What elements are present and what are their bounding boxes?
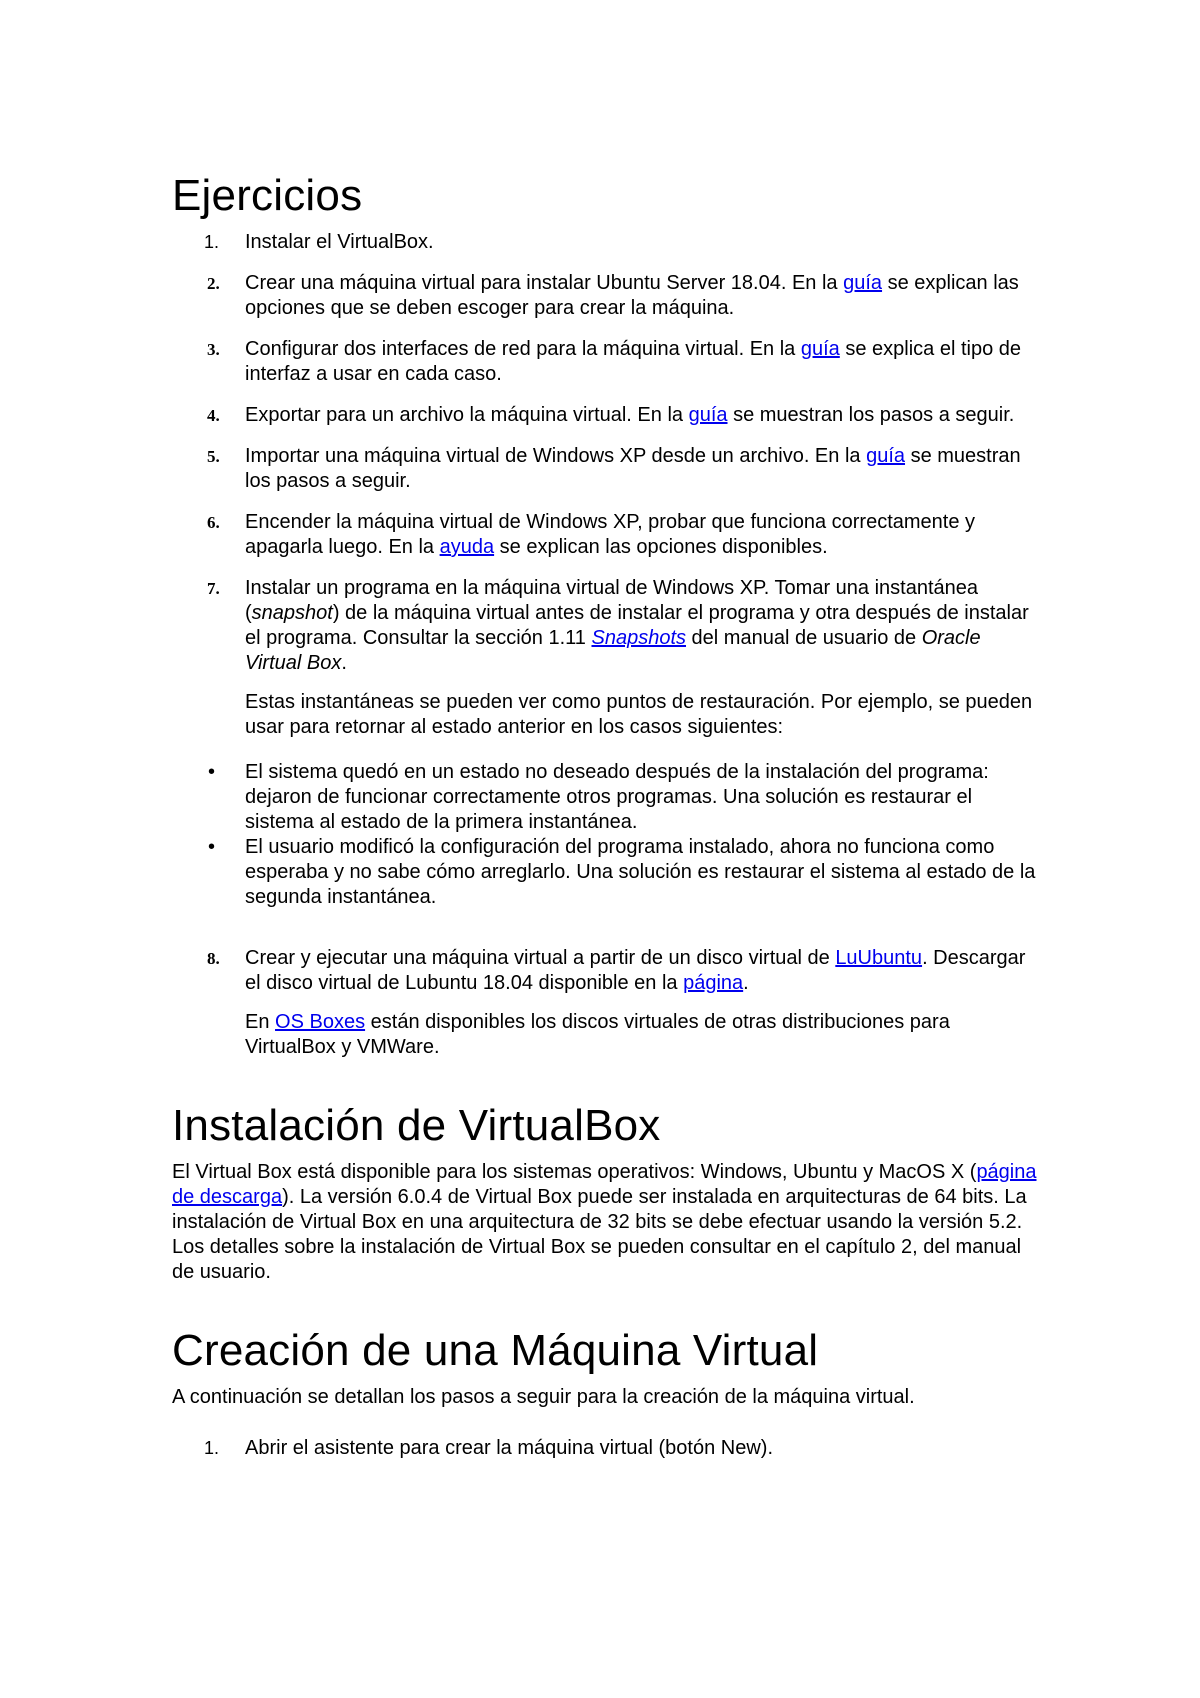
os-boxes-link[interactable]: OS Boxes xyxy=(275,1011,366,1033)
item-number: 1. xyxy=(204,232,220,252)
item-text: se explica el tipo de interfaz a usar en cada caso. xyxy=(245,338,1022,385)
item-text: Instalar el VirtualBox. xyxy=(245,231,434,253)
item-text: Abrir el asistente para crear la máquina virtual (botón New). xyxy=(245,1437,774,1459)
item-text: Crear y ejecutar una máquina virtual a partir de un disco virtual de xyxy=(245,947,836,969)
bullet-item xyxy=(172,760,1042,835)
item-number: 8. xyxy=(207,949,220,968)
item-emphasis: snapshot xyxy=(251,602,333,624)
creation-steps-list xyxy=(172,1436,1042,1461)
bullet-icon: • xyxy=(208,836,216,858)
item-text: están disponibles los discos virtuales de otras distribuciones para VirtualBox y VMWare. xyxy=(245,1011,950,1058)
item-text: se explican las opciones disponibles. xyxy=(494,536,828,558)
item-text: En xyxy=(245,1011,276,1033)
heading-ejercicios: Ejercicios xyxy=(172,171,363,220)
item-text: Configurar dos interfaces de red para la máquina virtual. En la xyxy=(245,338,801,360)
item-text: del manual de usuario de xyxy=(686,627,922,649)
heading-instalacion: Instalación de VirtualBox xyxy=(172,1101,661,1150)
instalacion-paragraph xyxy=(172,1160,1042,1285)
guia-link[interactable]: guía xyxy=(843,272,883,294)
item-text: Encender la máquina virtual de Windows XP, probar que funciona correctamente y apagarla luego. En la xyxy=(245,511,976,558)
item-text: . xyxy=(341,652,347,674)
guia-link[interactable]: guía xyxy=(866,445,906,467)
item-text: se muestran los pasos a seguir. xyxy=(727,404,1015,426)
ayuda-link[interactable]: ayuda xyxy=(439,536,495,558)
exercise-item xyxy=(172,271,1042,321)
item-number: 4. xyxy=(207,406,220,425)
heading-creacion: Creación de una Máquina Virtual xyxy=(172,1326,819,1375)
item-text: Importar una máquina virtual de Windows XP desde un archivo. En la xyxy=(245,445,867,467)
snapshots-link-label: Snapshots xyxy=(591,627,686,649)
exercise-item xyxy=(172,946,1042,1060)
exercise-item xyxy=(172,337,1042,387)
exercise-item xyxy=(172,510,1042,560)
item-number: 3. xyxy=(207,340,220,359)
snapshots-link[interactable] xyxy=(591,627,686,649)
bullet-item xyxy=(172,835,1042,910)
exercise-item xyxy=(172,444,1042,494)
guia-link[interactable]: guía xyxy=(688,404,728,426)
item-number: 1. xyxy=(204,1438,220,1458)
item-text: Instalar un programa en la máquina virtual de Windows XP. Tomar una instantánea ( xyxy=(245,577,979,624)
item-number: 6. xyxy=(207,513,220,532)
document-content xyxy=(172,170,1042,1477)
exercise-list-continued xyxy=(172,946,1042,1060)
exercise-item xyxy=(172,576,1042,740)
item-text: . Descargar el disco virtual de Lubuntu 18.04 disponible en la xyxy=(245,947,1026,994)
bullet-text: El usuario modificó la configuración del programa instalado, ahora no funciona como esperaba y no sabe cómo arreglarlo. Una solución es restaurar el sistema al estado de la segunda instantánea. xyxy=(245,836,1036,908)
pagina-link[interactable]: página xyxy=(683,972,744,994)
creacion-intro: A continuación se detallan los pasos a seguir para la creación de la máquina virtual. xyxy=(172,1386,915,1408)
item-text: se explican las opciones que se deben escoger para crear la máquina. xyxy=(245,272,1019,319)
item-text: Exportar para un archivo la máquina virtual. En la xyxy=(245,404,689,426)
item-text: ) de la máquina virtual antes de instalar el programa y otra después de instalar el programa. Consultar la sección 1.11 xyxy=(245,602,1029,649)
item-text: se muestran los pasos a seguir. xyxy=(245,445,1021,492)
item-paragraph: Estas instantáneas se pueden ver como puntos de restauración. Por ejemplo, se pueden usar para retornar al estado anterior en los casos siguientes: xyxy=(245,691,1033,738)
item-text: Crear una máquina virtual para instalar Ubuntu Server 18.04. En la xyxy=(245,272,844,294)
bullet-text: El sistema quedó en un estado no deseado después de la instalación del programa: dejaron de funcionar correctamente otros programas. Una solución es restaurar el sistema al estado de la primera instantánea. xyxy=(245,761,989,833)
exercise-list xyxy=(172,230,1042,740)
creation-step-item xyxy=(172,1436,1042,1461)
bullet-list xyxy=(172,760,1042,910)
item-emphasis: Oracle Virtual Box xyxy=(245,627,981,674)
item-number: 7. xyxy=(207,579,220,598)
bullet-icon: • xyxy=(208,761,216,783)
pagina-descarga-link[interactable]: página de descarga xyxy=(172,1161,1037,1208)
paragraph-text: ). La versión 6.0.4 de Virtual Box puede ser instalada en arquitecturas de 64 bits. La instalación de Virtual Box en una arquitectura de 32 bits se debe efectuar usando la versión 5.2. Los detalles sobre la instalación de Virtual Box se pueden consultar en el capítulo 2, del manual de usuario. xyxy=(172,1186,1027,1283)
item-number: 5. xyxy=(207,447,220,466)
guia-link[interactable]: guía xyxy=(800,338,840,360)
item-text: . xyxy=(743,972,749,994)
exercise-item xyxy=(172,230,1042,255)
luubuntu-link[interactable]: LuUbuntu xyxy=(835,947,923,969)
paragraph-text: El Virtual Box está disponible para los sistemas operativos: Windows, Ubuntu y MacOS X ( xyxy=(172,1161,977,1183)
item-number: 2. xyxy=(207,274,220,293)
exercise-item xyxy=(172,403,1042,428)
